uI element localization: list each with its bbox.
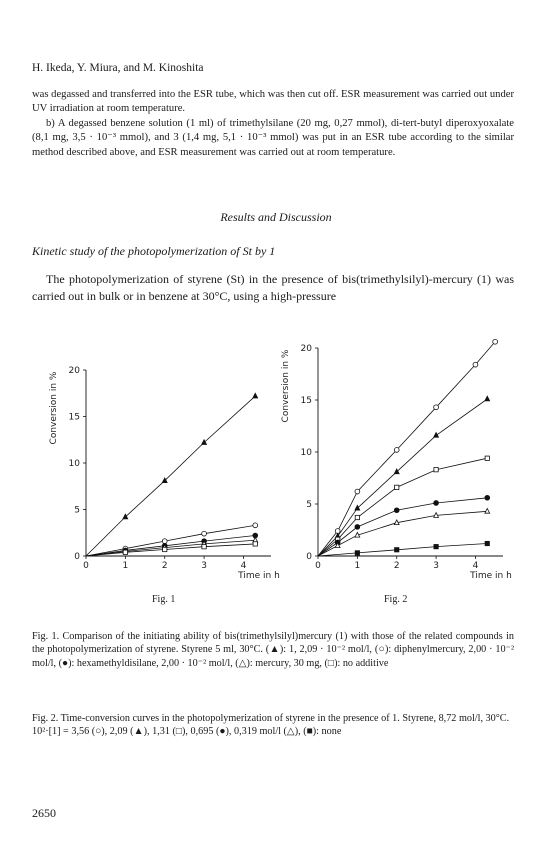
fig1-caption-text: Fig. 1. Comparison of the initiating ability of bis(trimethylsilyl)mercury (1) with those of the related compounds in the photopolymerization of styrene. Styrene 5 ml, 30°C. (▲): 1, 2,09 · 10⁻² mol/l, (○): diphenylmercury, 2,00 · 10⁻² mol/l, (●): hexamethyldisilane, 2,00 · 10⁻² mol/l, (△): mercury, 30 mg, (□): no additive	[32, 631, 514, 669]
fig2-caption-text: Fig. 2. Time-conversion curves in the photopolymerization of styrene in the presence of 1. Styrene, 8,72 mol/l, 30°C.	[32, 713, 510, 724]
fig2-y-tick-label: 10	[300, 448, 312, 458]
fig1-data-point	[253, 523, 258, 528]
fig2-y-tick-label: 5	[306, 500, 312, 510]
fig2-data-point	[485, 541, 489, 545]
fig2-data-point	[395, 485, 399, 489]
fig2-data-point	[434, 405, 439, 410]
fig1-y-tick-label: 15	[68, 412, 80, 423]
fig1-x-tick-label: 0	[83, 561, 89, 571]
fig1-y-tick-label: 10	[68, 459, 80, 469]
fig2-label: Fig. 2	[384, 594, 408, 605]
fig2-data-point	[434, 544, 438, 548]
fig2-data-point	[473, 362, 478, 367]
fig2-y-axis-label: Conversion in %	[281, 349, 291, 423]
fig2-data-point	[493, 339, 498, 344]
intro-paragraph: The photopolymerization of styrene (St) in the presence of bis(trimethylsilyl)-mercury (1) was carried out in bulk or in benzene at 30°C, using a high-pressure	[32, 272, 514, 303]
fig2-y-tick-label: 15	[300, 396, 312, 406]
fig2-data-point	[434, 433, 439, 438]
fig1-x-tick-label: 3	[201, 561, 207, 571]
fig2-data-point	[355, 505, 360, 510]
fig2-data-point	[485, 495, 490, 500]
fig2-data-point	[394, 448, 399, 453]
fig2-data-point	[485, 508, 490, 513]
fig1-x-tick-label: 4	[240, 561, 247, 571]
fig1-caption	[32, 630, 514, 670]
fig1-series-line	[86, 525, 255, 556]
fig1-data-point	[123, 550, 127, 554]
fig1-x-tick-label: 2	[161, 561, 168, 571]
method-paragraph-b: b) A degassed benzene solution (1 ml) of trimethylsilane (20 mg, 0,27 mmol), di-tert-butyl diperoxyoxalate (8,1 mg, 3,5 · 10⁻³ mmol), and 3 (1,4 mg, 5,1 · 10⁻³ mmol) was put in an ESR tube according to the similar method described above, and ESR measurement was carried out at room temperature.	[32, 117, 514, 158]
fig2-data-point	[355, 489, 360, 494]
fig2-data-point	[394, 508, 399, 513]
fig1-x-axis-label: Time in h	[238, 571, 280, 581]
fig2-series-line	[318, 544, 487, 557]
fig1-y-tick-label: 20	[68, 366, 80, 376]
fig2-y-tick-label: 20	[300, 344, 312, 354]
fig2-x-tick-label: 3	[433, 561, 439, 571]
fig2-series-line	[318, 399, 487, 556]
fig1-series-line	[86, 396, 255, 556]
fig2-series-line	[318, 458, 487, 556]
fig2-data-point	[434, 501, 439, 506]
fig2-data-point	[485, 456, 489, 460]
fig2-series-line	[318, 498, 487, 556]
running-header-authors: H. Ikeda, Y. Miura, and M. Kinoshita	[32, 62, 204, 74]
fig2-x-tick-label: 4	[472, 561, 479, 571]
fig1-data-point	[202, 531, 207, 536]
page-number: 2650	[32, 806, 56, 820]
fig1-data-point	[253, 542, 257, 546]
fig2-x-tick-label: 1	[354, 561, 361, 571]
fig2-data-point	[355, 551, 359, 555]
fig1-x-tick-label: 1	[122, 561, 129, 571]
fig2-data-point	[485, 396, 490, 401]
subsection-title: Kinetic study of the photopolymerization of St by 1	[32, 244, 276, 258]
method-paragraph-a: was degassed and transferred into the ESR tube, which was then cut off. ESR measurement was carried out under UV irradiation at room temperature.	[32, 89, 514, 115]
fig1-data-point	[162, 539, 167, 544]
fig2-y-tick-label: 0	[306, 552, 312, 562]
fig1-y-tick-label: 5	[74, 505, 80, 516]
fig2-data-point	[355, 524, 360, 529]
fig1-data-point	[202, 545, 206, 549]
fig1-data-point	[253, 393, 258, 398]
fig1-label: Fig. 1	[152, 594, 176, 605]
fig2-caption-legend: 10²·[1] = 3,56 (○), 2,09 (▲), 1,31 (□), 0,695 (●), 0,319 mol/l (△), (■): none	[32, 726, 342, 738]
fig2-caption	[32, 712, 514, 739]
fig2-x-tick-label: 0	[315, 561, 321, 571]
fig2-x-tick-label: 2	[393, 561, 400, 571]
fig2-data-point	[394, 469, 399, 474]
fig2-series-line	[318, 342, 495, 556]
fig1-y-axis-label: Conversion in %	[49, 371, 59, 445]
fig1-series-line	[86, 544, 255, 556]
fig1-y-tick-label: 0	[74, 552, 80, 562]
fig2-x-axis-label: Time in h	[470, 571, 512, 581]
fig2-data-point	[395, 548, 399, 552]
fig2-data-point	[434, 468, 438, 472]
fig1-data-point	[163, 547, 167, 551]
fig2-data-point	[355, 515, 359, 519]
section-title: Results and Discussion	[220, 210, 332, 224]
